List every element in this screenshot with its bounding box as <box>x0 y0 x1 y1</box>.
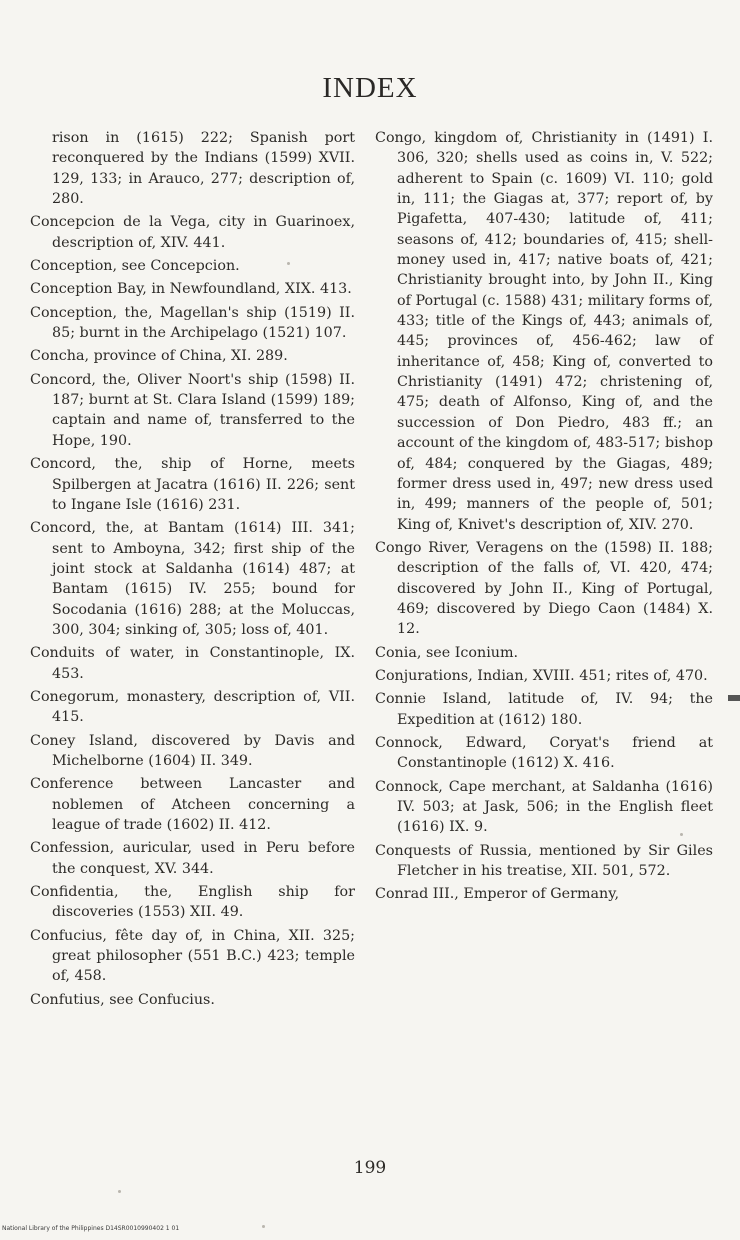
index-entry: Connock, Cape merchant, at Saldanha (1616) IV. 503; at Jask, 506; in the English fleet (1616) IX. 9. <box>375 778 713 836</box>
index-entry: Concord, the, Oliver Noort's ship (1598) II. 187; burnt at St. Clara Island (1599) 189; captain and name of, transferred to the Hope, 190. <box>30 371 355 449</box>
index-entry: Concha, province of China, XI. 289. <box>30 348 288 365</box>
index-entry: Concepcion de la Vega, city in Guarinoex, description of, XIV. 441. <box>30 214 355 251</box>
paper-speck <box>118 1190 121 1193</box>
index-entry: Conrad III., Emperor of Germany, <box>375 886 619 903</box>
index-entry: Conquests of Russia, mentioned by Sir Giles Fletcher in his treatise, XII. 501, 572. <box>375 842 713 880</box>
index-entry: Conception, see Concepcion. <box>30 258 240 275</box>
index-entry: Confucius, fête day of, in China, XII. 325; great philosopher (551 B.C.) 423; temple of, 458. <box>30 927 355 985</box>
index-entry: Conference between Lancaster and noblemen of Atcheen concerning a league of trade (1602) II. 412. <box>30 776 355 833</box>
paper-speck <box>680 833 683 836</box>
index-entry: Confutius, see Confucius. <box>30 991 215 1008</box>
index-entry: Concord, the, at Bantam (1614) III. 341; sent to Amboyna, 342; first ship of the joint stock at Saldanha (1614) 487; at Bantam (1615) IV. 255; bound for Socodania (1616) 288; at the Moluccas, 300, 304; sinking of, 305; loss of, 401. <box>30 520 355 638</box>
page-number: 199 <box>353 1158 387 1178</box>
index-entry: Concord, the, ship of Horne, meets Spilbergen at Jacatra (1616) II. 226; sent to Ingane Isle (1616) 231. <box>30 456 355 513</box>
index-entry: Conception Bay, in Newfoundland, XIX. 413. <box>30 281 352 298</box>
index-entry: Coney Island, discovered by Davis and Michelborne (1604) II. 349. <box>30 732 355 769</box>
index-entry: Confession, auricular, used in Peru before the conquest, XV. 344. <box>30 840 355 877</box>
index-entry: Connie Island, latitude of, IV. 94; the Expedition at (1612) 180. <box>375 691 713 728</box>
index-entry: Confidentia, the, English ship for discoveries (1553) XII. 49. <box>30 884 355 921</box>
paper-speck <box>287 262 290 265</box>
index-entry: Congo, kingdom of, Christianity in (1491) I. 306, 320; shells used as coins in, V. 522; adherent to Spain (c. 1609) VI. 110; gold in, 111; the Giagas at, 377; report of, by Pigafetta, 407-430; latitude of, 411; seasons of, 412; boundaries of, 415; shell-money used in, 417; native boats of, 421; Christianity brought into, by John II., King of Portugal (c. 1588) 431; military forms of, 433; title of the Kings of, 443; animals of, 445; provinces of, 456-462; law of inheritance of, 458; King of, converted to Christianity (1491) 472; christening of, 475; death of Alfonso, King of, and the succession of Don Piedro, 483 ff.; an account of the kingdom of, 483-517; bishop of, 484; conquered by the Giagas, 489; former dress used in, 497; new dress used in, 499; manners of the people of, 501; King of, Knivet's description of, XIV. 270. <box>375 130 713 533</box>
index-entry: Congo River, Veragens on the (1598) II. 188; description of the falls of, VI. 420, 474; discovered by John II., King of Portugal, 469; discovered by Diego Caon (1484) X. 12. <box>375 539 713 638</box>
index-entry: Conception, the, Magellan's ship (1519) II. 85; burnt in the Archipelago (1521) 107. <box>30 304 355 342</box>
index-entry: rison in (1615) 222; Spanish port reconquered by the Indians (1599) XVII. 129, 133; in Arauco, 277; description of, 280. <box>52 130 355 208</box>
index-entry: Conegorum, monastery, description of, VII. 415. <box>30 688 355 726</box>
scan-footer: National Library of the Philippines D14SR0010990402 1 01 <box>2 1225 180 1232</box>
index-entry: Conduits of water, in Constantinople, IX. 453. <box>30 645 355 682</box>
paper-speck <box>262 1225 265 1228</box>
index-entry: Conia, see Iconium. <box>375 644 519 661</box>
index-entry: Conjurations, Indian, XVIII. 451; rites of, 470. <box>375 667 708 684</box>
page-edge-mark <box>728 695 740 701</box>
left-column <box>30 128 355 1013</box>
index-entry: Connock, Edward, Coryat's friend at Constantinople (1612) X. 416. <box>375 734 713 772</box>
page-title: INDEX <box>322 72 418 104</box>
right-column <box>375 128 713 908</box>
